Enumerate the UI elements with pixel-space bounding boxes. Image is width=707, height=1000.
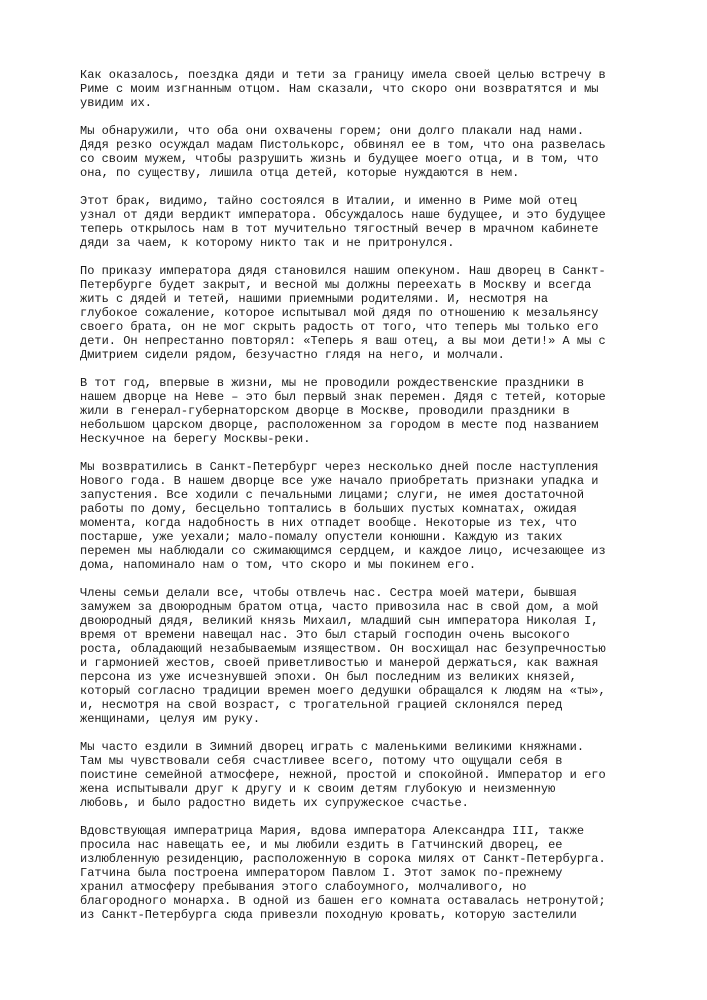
paragraph-grief: Мы обнаружили, что оба они охвачены горем; они долго плакали над нами. Дядя резко осуждал мадам Пистолькорс, обвинял ее в том, что она развелась со своим мужем, чтобы разрушить жизнь и будущее моего отца, и в том, что она, по существу, лишила отца детей, которые нуждаются в нем. bbox=[80, 124, 606, 180]
paragraph-trip-abroad: Как оказалось, поездка дяди и тети за границу имела своей целью встречу в Риме с моим изгнанным отцом. Нам сказали, что скоро они возвратятся и мы увидим их. bbox=[80, 68, 606, 110]
paragraph-gatchina: Вдовствующая императрица Мария, вдова императора Александра III, также просила нас навещать ее, и мы любили ездить в Гатчинский дворец, ее излюбленную резиденцию, расположенную в сорока милях от Санкт-Петербурга. Гатчина была построена императором Павлом I. Этот замок по-прежнему хранил атмосферу пребывания этого слабоумного, молчаливого, но благородного монарха. В одной из башен его комната оставалась нетронутой; из Санкт-Петербурга сюда привезли походную кровать, которую застелили bbox=[80, 824, 606, 922]
paragraph-marriage: Этот брак, видимо, тайно состоялся в Италии, и именно в Риме мой отец узнал от дяди вердикт императора. Обсуждалось наше будущее, и это будущее теперь открылось нам в тот мучительно тягостный вечер в мрачном кабинете дяди за чаем, к которому никто так и не притронулся. bbox=[80, 194, 606, 250]
paragraph-winter-palace: Мы часто ездили в Зимний дворец играть с маленькими великими княжнами. Там мы чувствовали себя счастливее всего, потому что ощущали себя в поистине семейной атмосфере, нежной, простой и спокойной. Император и его жена испытывали друг к другу и к своим детям глубокую и неизменную любовь, и было радостно видеть их супружеское счастье. bbox=[80, 740, 606, 810]
document-page bbox=[80, 68, 640, 936]
paragraph-guardianship: По приказу императора дядя становился нашим опекуном. Наш дворец в Санкт- Петербурге будет закрыт, и весной мы должны переехать в Москву и всегда жить с дядей и тетей, нашими приемными родителями. И, несмотря на глубокое сожаление, которое испытывал мой дядя по отношению к мезальянсу своего брата, он не мог скрыть радость от того, что теперь мы только его дети. Он непрестанно повторял: «Теперь я ваш отец, а вы мои дети!» А мы с Дмитрием сидели рядом, безучастно глядя на него, и молчали. bbox=[80, 264, 606, 362]
paragraph-christmas: В тот год, впервые в жизни, мы не проводили рождественские праздники в нашем дворце на Неве – это был первый знак перемен. Дядя с тетей, которые жили в генерал-губернаторском дворце в Москве, проводили праздники в небольшом царском дворце, расположенном за городом в месте под названием Нескучное на берегу Москвы-реки. bbox=[80, 376, 606, 446]
paragraph-family: Члены семьи делали все, чтобы отвлечь нас. Сестра моей матери, бывшая замужем за двоюродным братом отца, часто привозила нас в свой дом, а мой двоюродный дядя, великий князь Михаил, младший сын императора Николая I, время от времени навещал нас. Это был старый господин очень высокого роста, обладающий незабываемым изяществом. Он восхищал нас безупречностью и гармонией жестов, своей приветливостью и манерой держаться, как важная персона из уже исчезнувшей эпохи. Он был последним из великих князей, который согласно традиции времен моего дедушки обращался к людям на «ты», и, несмотря на свой возраст, с трогательной грацией склонялся перед женщинами, целуя им руку. bbox=[80, 586, 606, 726]
paragraph-return: Мы возвратились в Санкт-Петербург через несколько дней после наступления Нового года. В нашем дворце все уже начало приобретать признаки упадка и запустения. Все ходили с печальными лицами; слуги, не имея достаточной работы по дому, бесцельно топтались в больших пустых комнатах, ожидая момента, когда надобность в них отпадет вообще. Некоторые из тех, что постарше, уже уехали; мало-помалу опустели конюшни. Каждую из таких перемен мы наблюдали со сжимающимся сердцем, и каждое лицо, исчезающее из дома, напоминало нам о том, что скоро и мы покинем его. bbox=[80, 460, 606, 572]
